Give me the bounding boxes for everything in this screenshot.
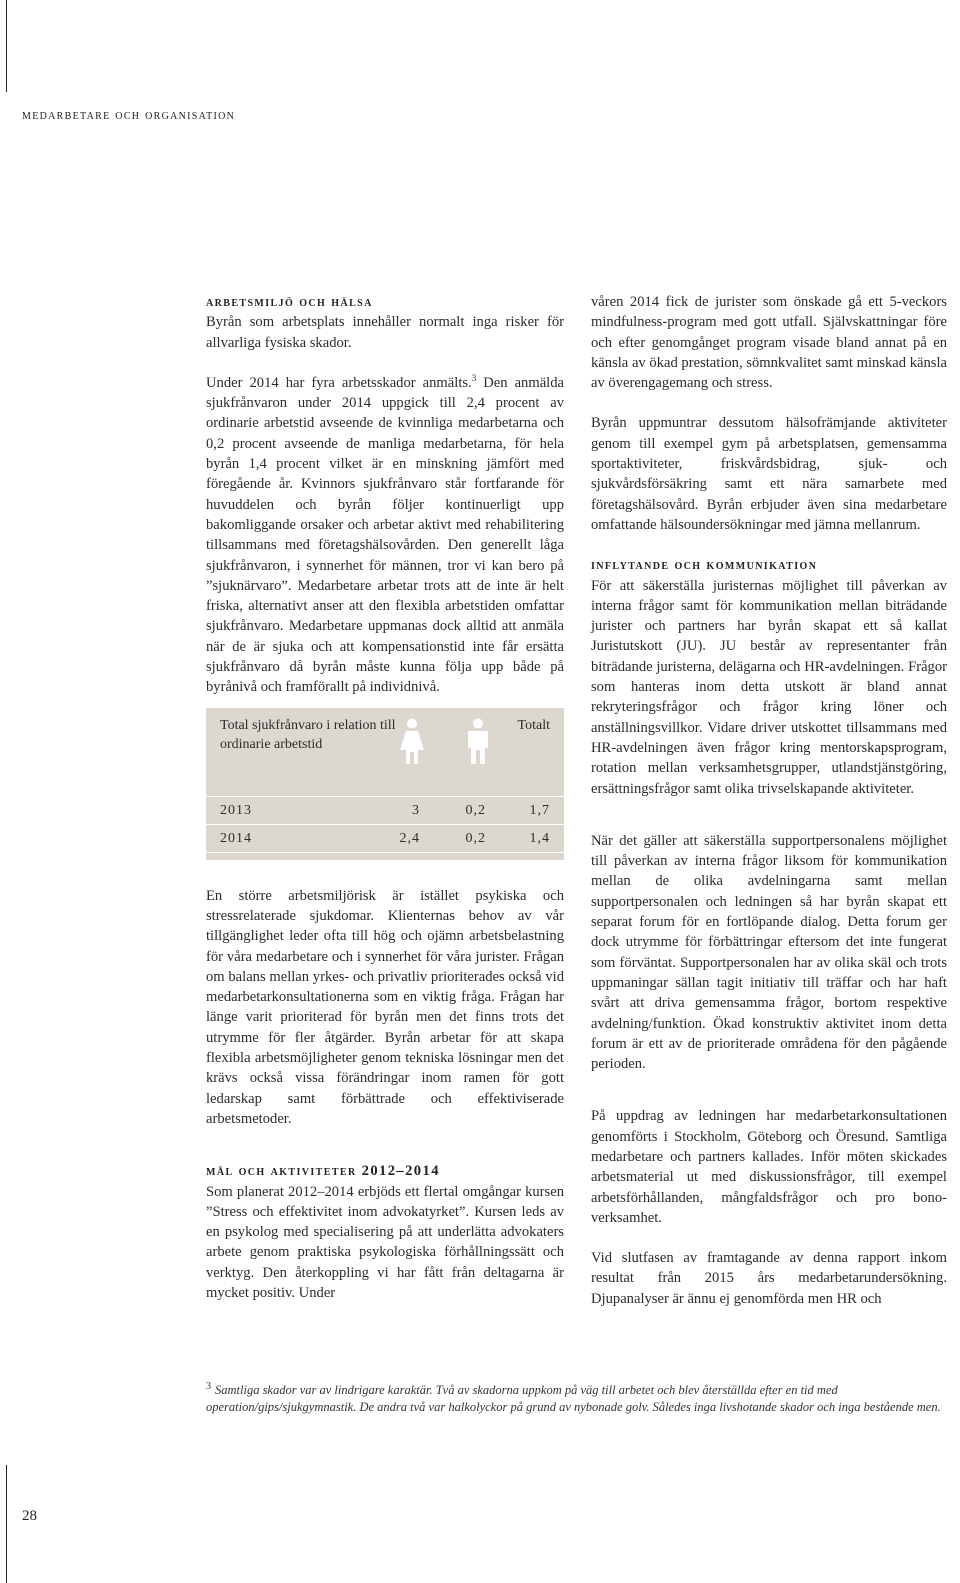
paragraph: När det gäller att säkerställa supportpersonalens möjlighet till påverkan av interna frågor liksom för kommunikation mellan de olika avdelningarna samt mellan supportpersonalen och ledningen så har byrån skapat ett separat forum för en fortlöpande dialog. Detta forum ger dock utrymme för förbättringar eftersom det inte fungerat som förväntat. Supportpersonalen har av olika skäl och trots uppmaningar sällan tagit initiativ till träffar och har haft svårt att driva gemensamma frågor, bortom respektive avdelning/funktion. Ökad konstruktiv aktivitet inom detta forum är ett av de prioriterade områdena för den pågående perioden. [591, 832, 947, 1073]
men-cell: 0,2 [465, 830, 486, 846]
table-divider [206, 852, 564, 853]
men-cell: 0,2 [465, 802, 486, 818]
paragraph: För att säkerställa juristernas möjlighet till påverkan av interna frågor samt för kommunikation mellan biträdande jurister och partners har byrån skapat ett så kallat Juristutskott (JU). JU består av representanter från biträdande juristerna, delägarna och HR-avdelningen. Frågor som hanteras inom detta utskott är bland annat rekryteringsfrågor och frågor kring löner och anställningsvillkor. Vidare driver utskottet tillsammans med HR-avdelningen även frågor kring mentorskapsprogram, rotation mellan verksamhetsgrupper, utlandstjänstgöring, ersättningsfrågor samt olika trivselskapande aktiviteter. [591, 577, 947, 797]
paragraph: Byrån uppmuntrar dessutom hälsofrämjande aktiviteter genom till exempel gym på arbetsplatsen, gemensamma sportaktiviteter, friskvårdsbidrag, sjuk- och sjukvårdsförsäkring samt ett nära samarbete med företagshälsovård. Byrån erbjuder även sina medarbetare omfattande hälsoundersökningar med jämna mellanrum. [591, 415, 947, 533]
total-header: Totalt [517, 717, 550, 733]
male-icon [462, 718, 494, 772]
left-column [206, 292, 564, 1303]
page-number: 28 [22, 1508, 37, 1524]
text: Under 2014 har fyra arbetsskador anmälts. [206, 374, 472, 391]
footnote-number: 3 [206, 1380, 211, 1392]
paragraph: Som planerat 2012–2014 erbjöds ett flertal omgångar kursen ”Stress och effektivitet inom advokatyrket”. Kursen leds av en psykolog med specialisering på att underlätta advokaters arbete genom praktiska psykologiska förhållningssätt och verktyg. Den återkoppling vi har fått från deltagarna är mycket positiv. Under [206, 1183, 564, 1301]
margin-rule-top [6, 0, 7, 92]
paragraph: Byrån som arbetsplats innehåller normalt inga risker för allvarliga fysiska skador. [206, 314, 564, 351]
footnote [206, 1382, 948, 1416]
women-cell: 2,4 [399, 830, 420, 846]
paragraph: På uppdrag av ledningen har medarbetarkonsultationen genomförts i Stockholm, Göteborg och Öresund. Samtliga medarbetare och partners kallades. Inför möten skickades arbetsmaterial ut med diskussionsfrågor, till exempel arbetsförhållanden, mångfaldsfrågor och pro bono-verksamhet. [591, 1108, 947, 1226]
women-cell: 3 [412, 802, 420, 818]
heading-mal-aktiviteter: mål och aktiviteter 2012–2014 [206, 1163, 440, 1180]
table-row [206, 824, 564, 850]
total-cell: 1,7 [529, 802, 550, 818]
paragraph-sickleave [206, 373, 564, 698]
sick-leave-table [206, 708, 564, 860]
footnote-ref[interactable]: 3 [471, 373, 477, 384]
heading-inflytande: inflytande och kommunikation [591, 557, 818, 574]
section-header: medarbetare och organisation [22, 108, 236, 123]
paragraph: En större arbetsmiljörisk är istället psykiska och stressrelaterade sjukdomar. Klienternas behov av vår tillgänglighet leder ofta till hög och ojämn arbetsbelastning för våra medarbetare och i synnerhet för våra jurister. Frågan om balans mellan yrkes- och privatliv prioriterades också vid medarbetarkonsultationerna som en viktig fråga. Frågan har länge varit prioriterad för byrån men det finns trots det utrymme för fler åtgärder. Byrån arbetar för att skapa flexibla arbetsmöjligheter genom tekniska lösningar men det krävs också vissa förändringar inom ramen för gott ledarskap samt förbättrade och effektiviserade arbetsmetoder. [206, 887, 564, 1127]
right-column [591, 292, 947, 1309]
footnote-text: Samtliga skador var av lindrigare karaktär. Två av skadorna uppkom på väg till arbetet och blev återställda efter en tid med operation/gips/sjukgymnastik. De andra två var halkolyckor på grund av nybonade golv. Således inga livshotande skador och inga bestående men. [206, 1383, 941, 1414]
female-icon [396, 718, 428, 772]
year-cell: 2013 [220, 802, 252, 818]
paragraph: våren 2014 fick de jurister som önskade gå ett 5-veckors mindfulness-program med gott utfall. Självskattningar före och efter genomgånget program visade bland annat på en känsla av ökad prestation, sömnkvalitet samt minskad känsla av överengagemang och stress. [591, 294, 947, 392]
margin-rule-bottom [6, 1465, 7, 1583]
heading-arbetsmiljo: arbetsmiljö och hälsa [206, 294, 373, 310]
year-cell: 2014 [220, 830, 252, 846]
table-caption: Total sjukfrånvaro i relation till ordinarie arbetstid [220, 717, 396, 752]
paragraph: Vid slutfasen av framtagande av denna rapport inkom resultat från 2015 års medarbetarundersökning. Djupanalyser är ännu ej genomförda men HR och [591, 1250, 947, 1307]
text: Den anmälda sjukfrånvaron under 2014 uppgick till 2,4 procent av ordinarie arbetstid avseende de kvinnliga medarbetarna och 0,2 procent avseende de manliga medarbetarna, för hela byrån 1,4 procent vilket är en minskning jämfört med föregående år. Kvinnors sjukfrånvaro står fortfarande för huvuddelen och byrån följer kontinuerligt upp bakomliggande orsaker och arbetar aktivt med rehabilitering tillsammans med företagshälsovården. Den generellt låga sjukfrånvaron, i synnerhet för männen, tror vi kan bero på ”sjuknärvaro”. Medarbetare arbetar trots att de inte är helt friska, alternativt anser att den flexibla arbetstiden omfattar sjukfrånvaro. Medarbetare uppmanas dock alltid att anmäla när de är sjuka och att kompensationstid inte får ersätta sjukfrånvaro då byrån måste kunna följa upp både på byrånivå och framförallt på individnivå. [206, 374, 564, 696]
table-row [206, 796, 564, 822]
total-cell: 1,4 [529, 830, 550, 846]
